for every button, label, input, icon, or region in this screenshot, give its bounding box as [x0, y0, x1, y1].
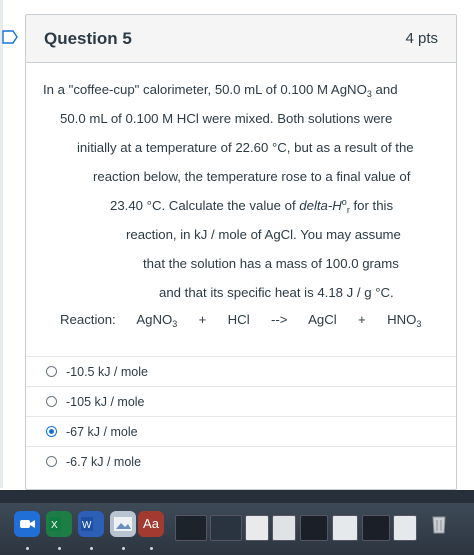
- running-indicator: [58, 547, 61, 550]
- reaction-label: Reaction:: [60, 312, 116, 327]
- answer-options: [26, 356, 456, 476]
- question-line-5: 23.40 °C. Calculate the value of delta-$H^o_r$ for this: [110, 197, 394, 215]
- question-line-8: and that its specific heat is 4.18 J / g °C.: [159, 285, 394, 300]
- screenshot-thumbnail[interactable]: [300, 515, 328, 541]
- radio-button[interactable]: [46, 456, 57, 467]
- facetime-icon[interactable]: [14, 511, 40, 537]
- reactant-agno3: AgNO$_3$: [136, 312, 178, 329]
- bookmark-icon[interactable]: [2, 29, 18, 45]
- question-card: [25, 14, 457, 490]
- question-line-1: In a "coffee-cup" calorimeter, 50.0 mL of 0.100 M AgNO$_3$ and: [43, 82, 398, 99]
- answer-option[interactable]: [26, 386, 456, 416]
- preview-icon[interactable]: [110, 511, 136, 537]
- screenshot-thumbnail[interactable]: [210, 515, 242, 541]
- running-indicator: [150, 547, 153, 550]
- question-points: 4 pts: [405, 30, 438, 47]
- plus-sign: +: [358, 312, 366, 327]
- answer-label: -6.7 kJ / mole: [66, 454, 142, 469]
- reaction-equation: [60, 312, 421, 327]
- question-line-2: 50.0 mL of 0.100 M HCl were mixed. Both solutions were: [60, 111, 393, 126]
- radio-button[interactable]: [46, 366, 57, 377]
- reactant-hcl: HCl: [227, 312, 250, 327]
- answer-option[interactable]: [26, 356, 456, 386]
- running-indicator: [90, 547, 93, 550]
- dock: [0, 503, 474, 555]
- plus-sign: +: [198, 312, 207, 327]
- answer-label: -105 kJ / mole: [66, 394, 145, 409]
- question-header: [26, 15, 456, 63]
- left-rule: [0, 0, 3, 488]
- screenshot-thumbnail[interactable]: [272, 515, 296, 541]
- screenshot-thumbnail[interactable]: [393, 515, 417, 541]
- product-hno3: $HNO_3$: [387, 312, 422, 329]
- radio-button-checked[interactable]: [46, 426, 57, 437]
- product-agcl: AgCl: [308, 312, 337, 327]
- reaction-arrow: -->: [270, 312, 288, 327]
- screenshot-thumbnail[interactable]: [362, 515, 390, 541]
- trash-icon[interactable]: [426, 511, 452, 537]
- question-line-7: that the solution has a mass of 100.0 grams: [143, 256, 399, 271]
- svg-text:X: X: [51, 520, 58, 531]
- svg-text:W: W: [82, 520, 92, 531]
- question-line-6: reaction, in kJ / mole of AgCl. You may assume: [126, 227, 401, 242]
- question-title: Question 5: [44, 28, 132, 48]
- excel-icon[interactable]: [46, 511, 72, 537]
- running-indicator: [122, 547, 125, 550]
- word-icon[interactable]: [78, 511, 104, 537]
- answer-label: -67 kJ / mole: [66, 424, 138, 439]
- answer-option-selected[interactable]: [26, 416, 456, 446]
- answer-label: -10.5 kJ / mole: [66, 364, 148, 379]
- radio-button[interactable]: [46, 396, 57, 407]
- screenshot-thumbnail[interactable]: [332, 515, 358, 541]
- screenshot-thumbnail[interactable]: [175, 515, 207, 541]
- screenshot-thumbnail[interactable]: [245, 515, 269, 541]
- question-line-4: reaction below, the temperature rose to a final value of: [93, 169, 411, 184]
- running-indicator: [26, 547, 29, 550]
- dictionary-icon[interactable]: Aa: [138, 511, 164, 537]
- question-line-3: initially at a temperature of 22.60 °C, but as a result of the: [77, 140, 414, 155]
- answer-option[interactable]: [26, 446, 456, 476]
